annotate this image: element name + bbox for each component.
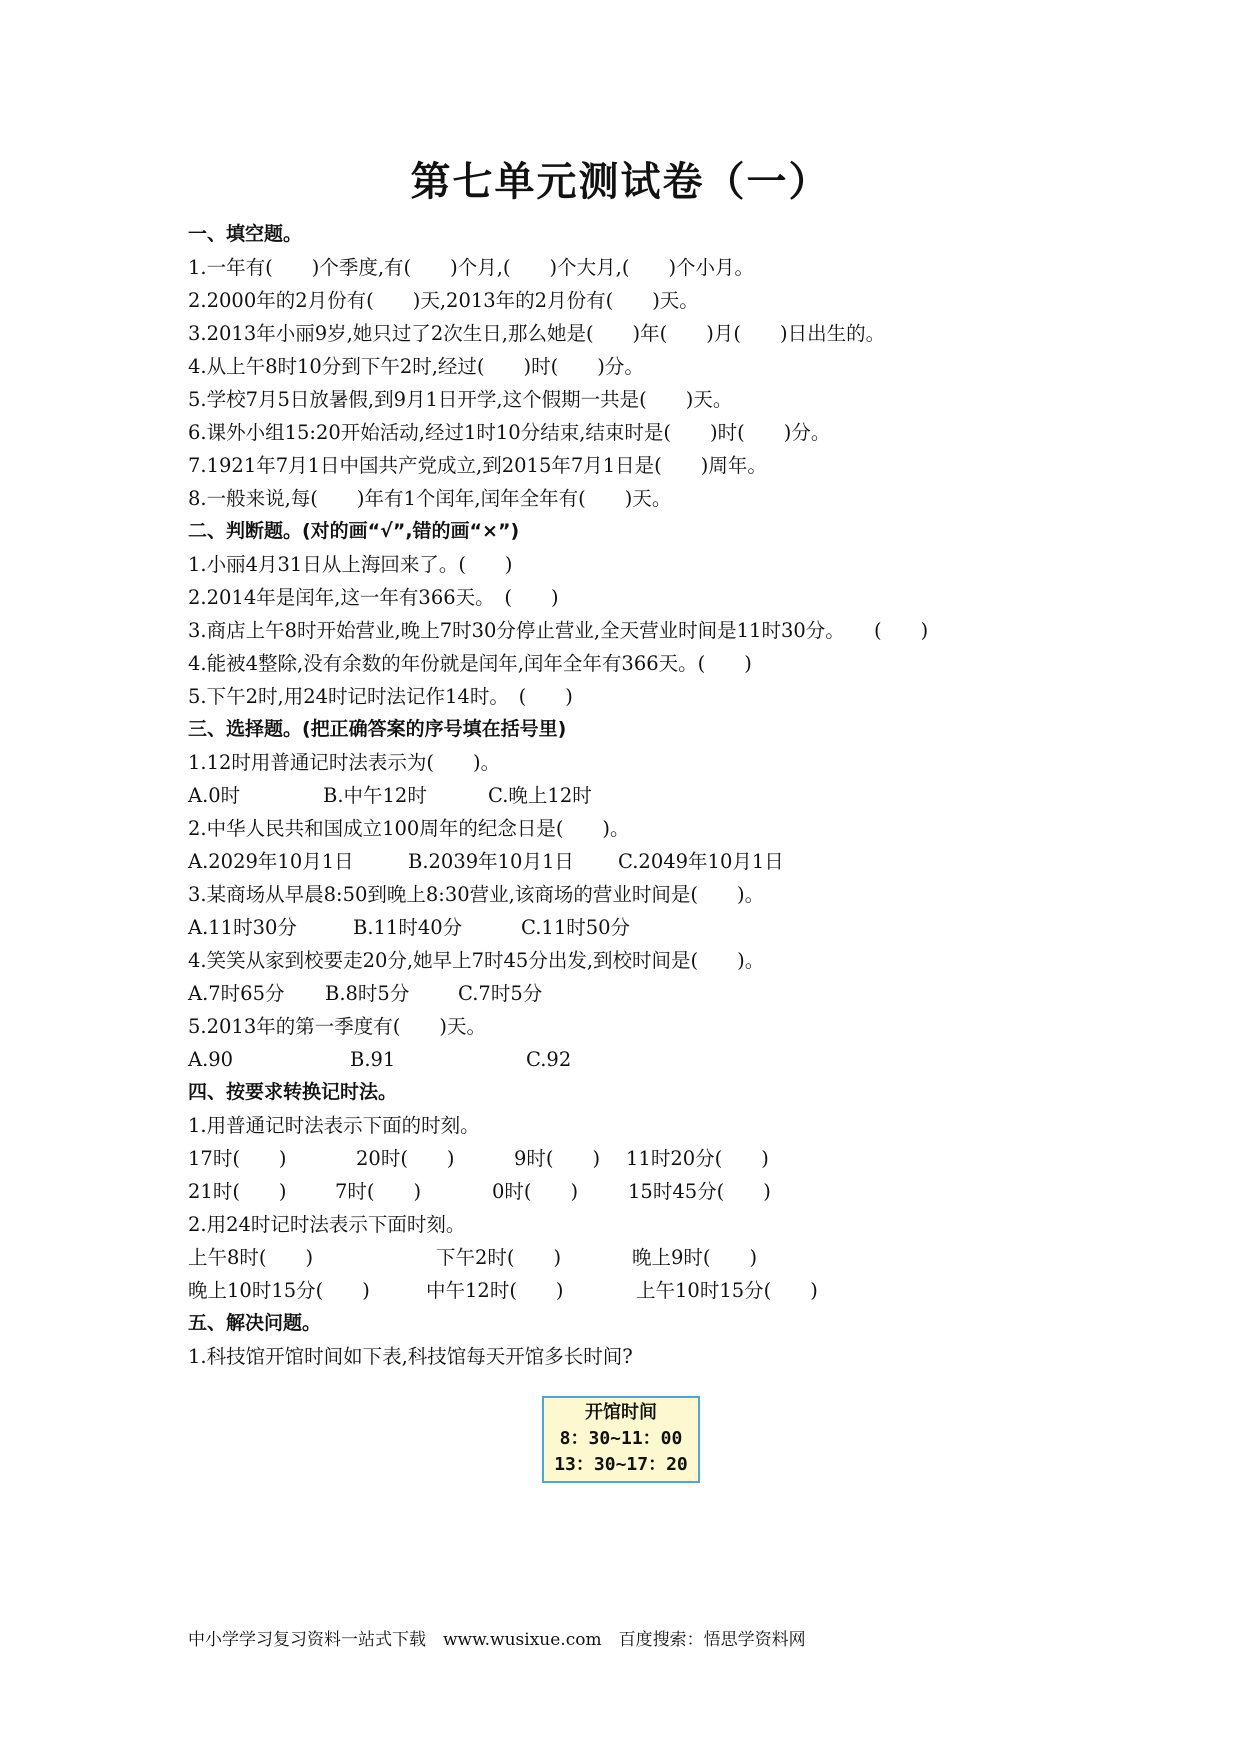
choice-options <box>188 845 1088 878</box>
question-text: 4.笑笑从家到校要走20分,她早上7时45分出发,到校时间是( )。 <box>188 949 765 972</box>
conversion-item: 上午10时15分( ) <box>636 1279 818 1302</box>
conversion-item: 上午8时( ) <box>188 1246 314 1269</box>
question-text: 1.一年有( )个季度,有( )个月,( )个大月,( )个小月。 <box>188 256 755 279</box>
opening-hours-row: 8：30~11：00 <box>559 1428 683 1449</box>
conversion-item: 0时( ) <box>492 1180 579 1203</box>
question-text: 4.从上午8时10分到下午2时,经过( )时( )分。 <box>188 355 644 378</box>
exam-content <box>188 218 1088 1373</box>
conversion-item: 9时( ) <box>514 1147 601 1170</box>
question-text: 6.课外小组15:20开始活动,经过1时10分结束,结束时是( )时( )分。 <box>188 421 831 444</box>
conversion-item: 下午2时( ) <box>436 1246 562 1269</box>
question-text: 1.科技馆开馆时间如下表,科技馆每天开馆多长时间? <box>188 1345 633 1368</box>
question-text: 5.下午2时,用24时记时法记作14时。 ( ) <box>188 685 573 708</box>
choice-option: B.91 <box>350 1048 396 1071</box>
conversion-item: 11时20分( ) <box>626 1147 769 1170</box>
question-text: 1.12时用普通记时法表示为( )。 <box>188 751 501 774</box>
choice-option: C.2049年10月1日 <box>618 850 784 873</box>
page-footer: 中小学学习复习资料一站式下载 www.wusixue.com 百度搜索：悟思学资料网 <box>188 1630 806 1650</box>
choice-options <box>188 779 1088 812</box>
choice-option: A.7时65分 <box>188 982 285 1005</box>
conversion-item: 晚上9时( ) <box>632 1246 758 1269</box>
section-heading-problem-solving: 五、解决问题。 <box>188 1312 322 1334</box>
choice-option: B.2039年10月1日 <box>408 850 574 873</box>
choice-option: C.11时50分 <box>521 916 631 939</box>
choice-options <box>188 911 1088 944</box>
choice-options <box>188 977 1088 1010</box>
choice-option: C.7时5分 <box>458 982 543 1005</box>
choice-option: A.2029年10月1日 <box>188 850 354 873</box>
choice-option: C.92 <box>526 1048 572 1071</box>
conversion-row <box>188 1175 1088 1208</box>
question-text: 3.商店上午8时开始营业,晚上7时30分停止营业,全天营业时间是11时30分。 ( ) <box>188 619 929 642</box>
conversion-row <box>188 1241 1088 1274</box>
choice-option: B.11时40分 <box>353 916 463 939</box>
opening-hours-row: 13：30~17：20 <box>554 1454 688 1475</box>
conversion-item: 7时( ) <box>335 1180 422 1203</box>
conversion-item: 中午12时( ) <box>426 1279 564 1302</box>
conversion-row <box>188 1142 1088 1175</box>
conversion-item: 20时( ) <box>356 1147 455 1170</box>
conversion-item: 17时( ) <box>188 1147 287 1170</box>
opening-hours-header: 开馆时间 <box>585 1402 657 1423</box>
page-title: 第七单元测试卷（一） <box>410 159 831 205</box>
question-text: 2.2000年的2月份有( )天,2013年的2月份有( )天。 <box>188 289 699 312</box>
conversion-item: 21时( ) <box>188 1180 287 1203</box>
question-text: 5.学校7月5日放暑假,到9月1日开学,这个假期一共是( )天。 <box>188 388 733 411</box>
section-heading-fill-blank: 一、填空题。 <box>188 223 303 245</box>
question-text: 7.1921年7月1日中国共产党成立,到2015年7月1日是( )周年。 <box>188 454 767 477</box>
question-text: 1.小丽4月31日从上海回来了。( ) <box>188 553 513 576</box>
choice-option: A.0时 <box>188 784 241 807</box>
question-text: 8.一般来说,每( )年有1个闰年,闰年全年有( )天。 <box>188 487 672 510</box>
question-text: 3.某商场从早晨8:50到晚上8:30营业,该商场的营业时间是( )。 <box>188 883 765 906</box>
choice-option: B.中午12时 <box>323 784 427 807</box>
question-text: 1.用普通记时法表示下面的时刻。 <box>188 1114 480 1137</box>
section-heading-true-false: 二、判断题。(对的画“√”,错的画“×”) <box>188 520 520 542</box>
section-heading-time-conversion: 四、按要求转换记时法。 <box>188 1081 398 1103</box>
conversion-row <box>188 1274 1088 1307</box>
question-text: 3.2013年小丽9岁,她只过了2次生日,那么她是( )年( )月( )日出生的。 <box>188 322 886 345</box>
conversion-item: 晚上10时15分( ) <box>188 1279 370 1302</box>
choice-option: B.8时5分 <box>325 982 410 1005</box>
conversion-item: 15时45分( ) <box>628 1180 771 1203</box>
choice-option: A.90 <box>188 1048 234 1071</box>
opening-hours-table <box>542 1396 700 1483</box>
section-heading-multiple-choice: 三、选择题。(把正确答案的序号填在括号里) <box>188 718 567 740</box>
question-text: 4.能被4整除,没有余数的年份就是闰年,闰年全年有366天。( ) <box>188 652 752 675</box>
question-text: 5.2013年的第一季度有( )天。 <box>188 1015 486 1038</box>
choice-options <box>188 1043 1088 1076</box>
question-text: 2.用24时记时法表示下面时刻。 <box>188 1213 466 1236</box>
choice-option: C.晚上12时 <box>488 784 592 807</box>
question-text: 2.2014年是闰年,这一年有366天。 ( ) <box>188 586 559 609</box>
question-text: 2.中华人民共和国成立100周年的纪念日是( )。 <box>188 817 630 840</box>
choice-option: A.11时30分 <box>188 916 297 939</box>
